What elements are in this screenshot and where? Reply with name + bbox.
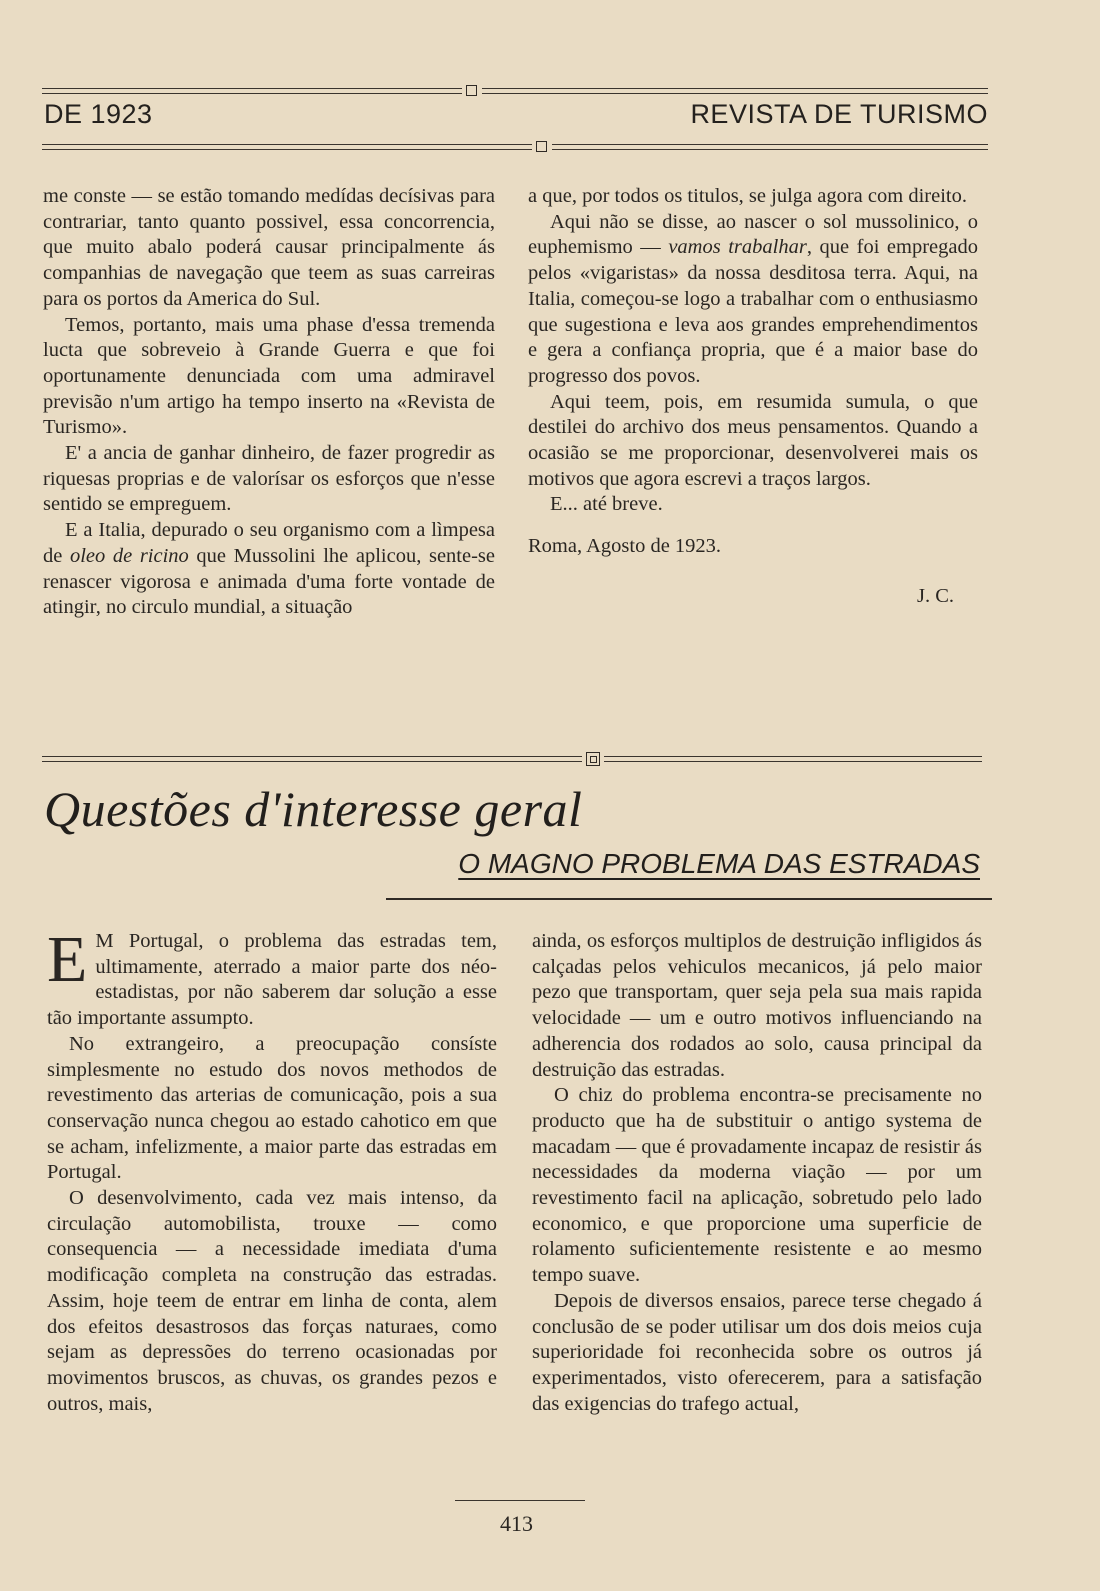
italic-phrase: oleo de ricino (69, 544, 189, 567)
top-right-column (528, 184, 978, 610)
subtitle-rule (386, 898, 992, 900)
page-number: 413 (500, 1511, 533, 1536)
header-magazine-title: REVISTA DE TURISMO (690, 99, 988, 129)
paragraph: me conste — se estão tomando medídas decísivas para contrariar, tanto quanto possivel, essa concorrencia, que muito abalo poderá causar principalmente ás companhias de navegação que teem as suas carreiras para os portos da America do Sul. (43, 185, 495, 310)
text-span: , que foi empregado pelos «vigaristas» da nossa desditosa terra. Aqui, na Italia, começou-se logo a trabalhar com o enthusiasmo que sugestiona e leva aos grandes emprehendimentos e gera a confiança propria, que é a maior base do progresso dos povos. (528, 236, 978, 387)
paragraph: No extrangeiro, a preocupação consíste simplesmente no estudo dos novos methodos de revestimento das arterias de comunicação, pois a sua conservação nunca chegou ao estado cahotico em que se acham, infelizmente, a maior parte das estradas em Portugal. (47, 1032, 497, 1184)
drop-cap: E (47, 923, 88, 996)
paragraph: Depois de diversos ensaios, parece terse chegado á conclusão de se poder utilisar um dos dois meios cuja superioridade foi reconhecida sobre os outros já experimentados, visto oferecerem, para a satisfação das exigencias do trafego actual, (532, 1289, 982, 1415)
separator-rule-right (604, 756, 982, 762)
ornament-top (466, 85, 477, 96)
paragraph-italia (43, 518, 495, 621)
article-left-column (47, 923, 497, 1417)
ornament-separator (586, 752, 600, 766)
dateline: Roma, Agosto de 1923. (528, 535, 722, 558)
article-subtitle: O MAGNO PROBLEMA DAS ESTRADAS (458, 848, 980, 879)
text-span: M Portugal, o problema das estradas tem, ultimamente, aterrado a maior parte dos néo-estadistas, por não saberem dar solução a esse tão importante assumpto. (47, 930, 497, 1030)
top-rule-right (482, 88, 988, 94)
paragraph: a que, por todos os titulos, se julga agora com direito. (528, 185, 967, 207)
header-year: DE 1923 (44, 99, 153, 129)
top-left-column (43, 184, 495, 621)
separator-rule-left (42, 756, 582, 762)
second-rule-left (42, 144, 532, 150)
signature: J. C. (916, 584, 954, 607)
paragraph-first (47, 923, 497, 1032)
paragraph: O chiz do problema encontra-se precisamente no producto que ha de substituir o antigo systema de macadam — que é provadamente incapaz de resistir ás necessidades da moderna viação — por um revestimento facil na aplicação, sobretudo pelo lado economico, e que proporcione uma superficie de rolamento suficientemente resistente e ao mesmo tempo suave. (532, 1084, 982, 1287)
italic-phrase: vamos trabalhar (668, 236, 807, 259)
text-span: que Mussolini lhe aplicou, sente-se renascer vigorosa e animada d'uma forte vontade de atingir, no circulo mundial, a situação (43, 544, 495, 619)
second-rule-right (552, 144, 988, 150)
top-rule-left (42, 88, 462, 94)
paragraph-aqui (528, 210, 978, 390)
ornament-second (536, 141, 547, 152)
page-number-rule (455, 1500, 585, 1501)
paragraph: E' a ancia de ganhar dinheiro, de fazer progredir as riquesas proprias e de valorísar os esforços que n'esse sentido se empreguem. (43, 442, 495, 516)
article-right-column (532, 929, 982, 1417)
article-title: Questões d'interesse geral (44, 781, 583, 837)
paragraph: O desenvolvimento, cada vez mais intenso, da circulação automobilista, trouxe — como consequencia — a necessidade imediata d'uma modificação completa na construção das estradas. Assim, hoje teem de entrar em linha de conta, alem dos efeitos desastrosos das forças naturaes, como sejam as depressões do terreno ocasionadas por movimentos bruscos, as chuvas, os grandes pezos e outros, mais, (47, 1187, 497, 1415)
paragraph-closing: E... até breve. (550, 493, 663, 516)
text-span: Aqui não se disse, ao nascer o sol mussolinico, o euphemismo — (528, 210, 978, 259)
paragraph: Temos, portanto, mais uma phase d'essa tremenda lucta que sobreveio à Grande Guerra e que foi oportunamente denunciada com uma admiravel previsão n'um artigo ha tempo inserto na «Revista de Turismo». (43, 313, 495, 439)
text-span: E a Italia, depurado o seu organismo com a lìmpesa de (43, 519, 495, 567)
paragraph: ainda, os esforços multiplos de destruição infligidos ás calçadas pelos vehiculos mecanicos, já pelo maior pezo que transportam, quer seja pela sua mais rapida velocidade — um e outro motivos influenciando na adherencia dos rodados ao solo, causa principal da destruição das estradas. (532, 930, 982, 1081)
paragraph: Aqui teem, pois, em resumida sumula, o que destilei do archivo dos meus pensamentos. Quando a ocasião se me proporcionar, desenvolverei mais os motivos que agora escrevi a traços largos. (528, 390, 978, 490)
